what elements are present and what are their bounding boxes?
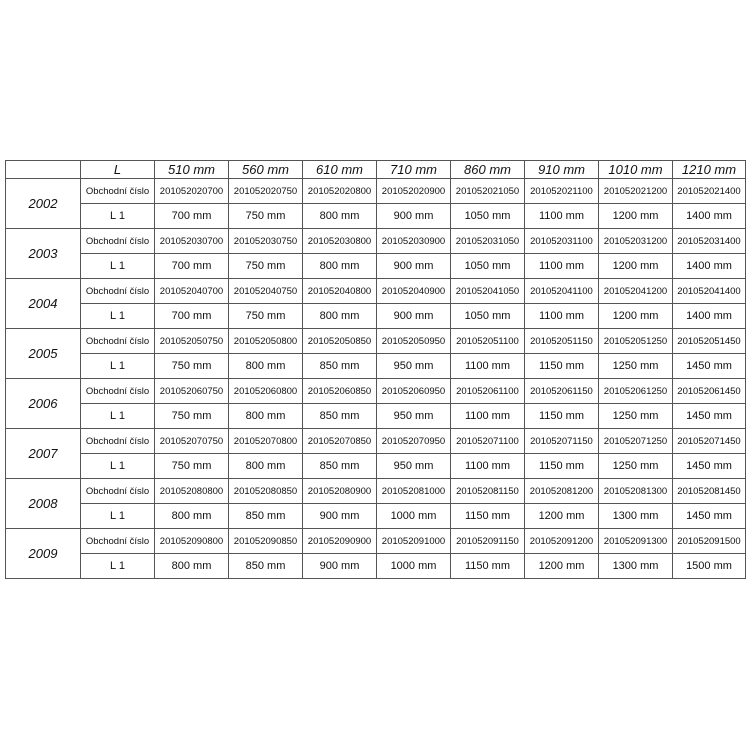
length-row-label: L 1 (81, 554, 155, 579)
code-cell: 201052030900 (377, 229, 451, 254)
code-cell: 201052091200 (525, 529, 599, 554)
length-cell: 800 mm (229, 354, 303, 379)
code-cell: 201052021200 (599, 179, 673, 204)
code-cell: 201052030800 (303, 229, 377, 254)
year-cell: 2006 (6, 379, 81, 429)
code-row (6, 529, 746, 554)
code-cell: 201052090850 (229, 529, 303, 554)
code-row (6, 429, 746, 454)
length-cell: 1450 mm (673, 454, 746, 479)
length-cell: 900 mm (303, 554, 377, 579)
code-row (6, 329, 746, 354)
code-cell: 201052020900 (377, 179, 451, 204)
code-cell: 201052081150 (451, 479, 525, 504)
code-cell: 201052081200 (525, 479, 599, 504)
code-cell: 201052081450 (673, 479, 746, 504)
length-cell: 750 mm (155, 404, 229, 429)
length-row-label: L 1 (81, 354, 155, 379)
length-cell: 1050 mm (451, 304, 525, 329)
length-row (6, 504, 746, 529)
code-cell: 201052071250 (599, 429, 673, 454)
code-cell: 201052091500 (673, 529, 746, 554)
year-cell: 2008 (6, 479, 81, 529)
length-row-label: L 1 (81, 504, 155, 529)
length-cell: 900 mm (377, 304, 451, 329)
code-cell: 201052050800 (229, 329, 303, 354)
length-cell: 1150 mm (525, 454, 599, 479)
code-cell: 201052051250 (599, 329, 673, 354)
code-cell: 201052080900 (303, 479, 377, 504)
length-cell: 1150 mm (451, 504, 525, 529)
code-row-label: Obchodní číslo (81, 329, 155, 354)
code-cell: 201052091000 (377, 529, 451, 554)
code-cell: 201052050750 (155, 329, 229, 354)
length-cell: 800 mm (303, 204, 377, 229)
length-cell: 800 mm (229, 404, 303, 429)
length-cell: 750 mm (229, 254, 303, 279)
length-cell: 1100 mm (525, 204, 599, 229)
code-cell: 201052061450 (673, 379, 746, 404)
code-row-label: Obchodní číslo (81, 229, 155, 254)
length-cell: 900 mm (377, 204, 451, 229)
year-cell: 2009 (6, 529, 81, 579)
code-cell: 201052040900 (377, 279, 451, 304)
length-row (6, 454, 746, 479)
code-cell: 201052051100 (451, 329, 525, 354)
length-cell: 1150 mm (525, 354, 599, 379)
header-label: L (81, 161, 155, 179)
length-cell: 1250 mm (599, 404, 673, 429)
length-cell: 1050 mm (451, 204, 525, 229)
code-cell: 201052060750 (155, 379, 229, 404)
code-row-label: Obchodní číslo (81, 529, 155, 554)
length-cell: 850 mm (229, 504, 303, 529)
length-cell: 700 mm (155, 254, 229, 279)
code-cell: 201052061250 (599, 379, 673, 404)
code-cell: 201052021100 (525, 179, 599, 204)
length-cell: 1050 mm (451, 254, 525, 279)
year-cell: 2004 (6, 279, 81, 329)
length-cell: 750 mm (229, 204, 303, 229)
length-cell: 750 mm (229, 304, 303, 329)
length-cell: 1150 mm (451, 554, 525, 579)
code-cell: 201052031050 (451, 229, 525, 254)
length-row-label: L 1 (81, 404, 155, 429)
code-cell: 201052050950 (377, 329, 451, 354)
code-cell: 201052071150 (525, 429, 599, 454)
code-row-label: Obchodní číslo (81, 479, 155, 504)
code-row-label: Obchodní číslo (81, 429, 155, 454)
code-row (6, 179, 746, 204)
code-row (6, 379, 746, 404)
length-cell: 1100 mm (451, 404, 525, 429)
length-cell: 1250 mm (599, 454, 673, 479)
year-cell: 2003 (6, 229, 81, 279)
header-col: 710 mm (377, 161, 451, 179)
header-col: 610 mm (303, 161, 377, 179)
length-cell: 1300 mm (599, 504, 673, 529)
length-cell: 1400 mm (673, 254, 746, 279)
length-cell: 800 mm (155, 504, 229, 529)
length-cell: 1500 mm (673, 554, 746, 579)
length-cell: 1150 mm (525, 404, 599, 429)
year-cell: 2005 (6, 329, 81, 379)
code-cell: 201052061100 (451, 379, 525, 404)
code-row (6, 479, 746, 504)
code-cell: 201052051450 (673, 329, 746, 354)
header-row (6, 161, 746, 179)
code-cell: 201052040750 (229, 279, 303, 304)
code-cell: 201052091150 (451, 529, 525, 554)
code-cell: 201052041100 (525, 279, 599, 304)
code-cell: 201052071450 (673, 429, 746, 454)
length-row (6, 554, 746, 579)
length-cell: 1300 mm (599, 554, 673, 579)
length-row-label: L 1 (81, 204, 155, 229)
code-row (6, 279, 746, 304)
length-cell: 900 mm (377, 254, 451, 279)
code-cell: 201052091300 (599, 529, 673, 554)
length-cell: 1400 mm (673, 304, 746, 329)
header-col: 510 mm (155, 161, 229, 179)
code-cell: 201052040800 (303, 279, 377, 304)
code-cell: 201052021050 (451, 179, 525, 204)
code-cell: 201052071100 (451, 429, 525, 454)
length-row (6, 254, 746, 279)
length-cell: 1450 mm (673, 354, 746, 379)
code-cell: 201052020700 (155, 179, 229, 204)
length-row (6, 354, 746, 379)
code-cell: 201052041400 (673, 279, 746, 304)
code-cell: 201052040700 (155, 279, 229, 304)
length-cell: 750 mm (155, 454, 229, 479)
code-cell: 201052060800 (229, 379, 303, 404)
length-cell: 1100 mm (451, 354, 525, 379)
product-code-table (5, 160, 746, 579)
length-row (6, 404, 746, 429)
length-row-label: L 1 (81, 304, 155, 329)
length-cell: 1100 mm (525, 254, 599, 279)
code-cell: 201052020800 (303, 179, 377, 204)
length-cell: 1100 mm (525, 304, 599, 329)
length-cell: 1200 mm (599, 304, 673, 329)
length-cell: 1200 mm (525, 504, 599, 529)
length-cell: 800 mm (303, 254, 377, 279)
code-cell: 201052081000 (377, 479, 451, 504)
length-cell: 800 mm (155, 554, 229, 579)
code-row (6, 229, 746, 254)
length-cell: 1000 mm (377, 504, 451, 529)
code-row-label: Obchodní číslo (81, 179, 155, 204)
length-cell: 900 mm (303, 504, 377, 529)
length-cell: 850 mm (229, 554, 303, 579)
code-cell: 201052060950 (377, 379, 451, 404)
length-cell: 950 mm (377, 454, 451, 479)
length-cell: 1200 mm (599, 204, 673, 229)
header-col: 910 mm (525, 161, 599, 179)
code-cell: 201052060850 (303, 379, 377, 404)
code-cell: 201052090900 (303, 529, 377, 554)
length-cell: 850 mm (303, 454, 377, 479)
code-cell: 201052030750 (229, 229, 303, 254)
length-row (6, 304, 746, 329)
year-cell: 2007 (6, 429, 81, 479)
code-cell: 201052061150 (525, 379, 599, 404)
code-cell: 201052031400 (673, 229, 746, 254)
code-cell: 201052051150 (525, 329, 599, 354)
code-cell: 201052050850 (303, 329, 377, 354)
code-cell: 201052031100 (525, 229, 599, 254)
code-cell: 201052070850 (303, 429, 377, 454)
length-cell: 950 mm (377, 354, 451, 379)
length-cell: 1250 mm (599, 354, 673, 379)
year-cell: 2002 (6, 179, 81, 229)
header-col: 860 mm (451, 161, 525, 179)
code-cell: 201052070800 (229, 429, 303, 454)
length-cell: 1450 mm (673, 404, 746, 429)
header-corner (6, 161, 81, 179)
length-cell: 800 mm (303, 304, 377, 329)
code-cell: 201052041200 (599, 279, 673, 304)
length-cell: 750 mm (155, 354, 229, 379)
code-cell: 201052020750 (229, 179, 303, 204)
code-cell: 201052070950 (377, 429, 451, 454)
code-cell: 201052021400 (673, 179, 746, 204)
length-cell: 1450 mm (673, 504, 746, 529)
length-row-label: L 1 (81, 254, 155, 279)
code-cell: 201052080850 (229, 479, 303, 504)
code-row-label: Obchodní číslo (81, 279, 155, 304)
header-col: 560 mm (229, 161, 303, 179)
length-cell: 950 mm (377, 404, 451, 429)
code-cell: 201052090800 (155, 529, 229, 554)
code-cell: 201052081300 (599, 479, 673, 504)
length-cell: 700 mm (155, 204, 229, 229)
code-cell: 201052041050 (451, 279, 525, 304)
length-row (6, 204, 746, 229)
length-cell: 800 mm (229, 454, 303, 479)
code-cell: 201052031200 (599, 229, 673, 254)
length-cell: 700 mm (155, 304, 229, 329)
length-cell: 850 mm (303, 354, 377, 379)
length-cell: 1200 mm (599, 254, 673, 279)
length-cell: 850 mm (303, 404, 377, 429)
code-cell: 201052030700 (155, 229, 229, 254)
length-cell: 1000 mm (377, 554, 451, 579)
header-col: 1210 mm (673, 161, 746, 179)
length-cell: 1100 mm (451, 454, 525, 479)
length-cell: 1400 mm (673, 204, 746, 229)
code-cell: 201052080800 (155, 479, 229, 504)
length-cell: 1200 mm (525, 554, 599, 579)
length-row-label: L 1 (81, 454, 155, 479)
header-col: 1010 mm (599, 161, 673, 179)
code-row-label: Obchodní číslo (81, 379, 155, 404)
code-cell: 201052070750 (155, 429, 229, 454)
